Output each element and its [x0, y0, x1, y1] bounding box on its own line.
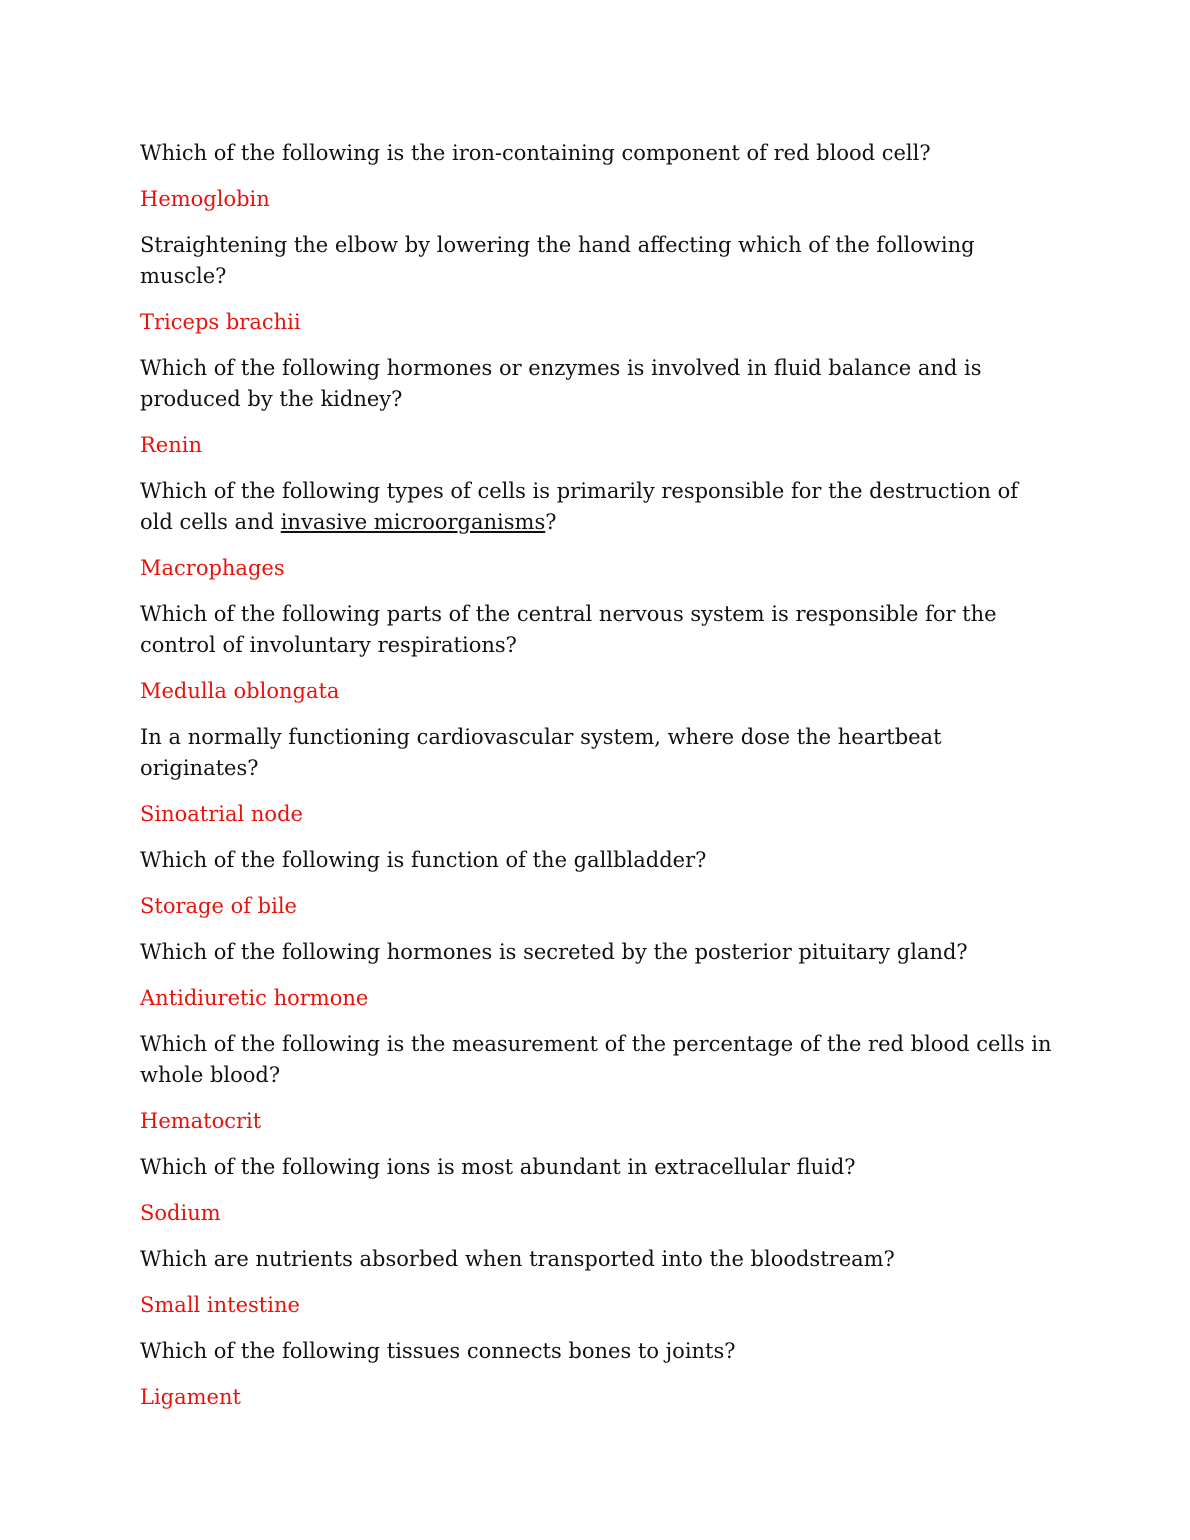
- qa-item: [140, 845, 1055, 922]
- question-text: Which of the following hormones or enzymes is involved in fluid balance and is produced by the kidney?: [140, 356, 982, 411]
- qa-item: [140, 1029, 1055, 1137]
- question-text: Which of the following ions is most abundant in extracellular fluid?: [140, 1155, 856, 1179]
- underlined-term: invasive microorganisms: [280, 510, 546, 534]
- question-text-start: Which of the following types of cells is primarily responsible for the destruction of old cells and: [140, 479, 1019, 534]
- question-text: Which of the following is the measurement of the percentage of the red blood cells in whole blood?: [140, 1032, 1052, 1087]
- question-text: Which of the following is the iron-containing component of red blood cell?: [140, 141, 931, 165]
- qa-item: [140, 599, 1055, 707]
- qa-item: [140, 476, 1055, 584]
- question-text: Which of the following hormones is secreted by the posterior pituitary gland?: [140, 940, 968, 964]
- answer-text: Renin: [140, 433, 203, 457]
- question-text: In a normally functioning cardiovascular system, where dose the heartbeat originates?: [140, 725, 942, 780]
- answer-text: Sodium: [140, 1201, 221, 1225]
- question-text: Which of the following tissues connects bones to joints?: [140, 1339, 736, 1363]
- answer-text: Triceps brachii: [140, 310, 301, 334]
- qa-item: [140, 230, 1055, 338]
- answer-text: Storage of bile: [140, 894, 297, 918]
- answer-text: Small intestine: [140, 1293, 300, 1317]
- question-text-end: ?: [545, 510, 557, 534]
- question-text: Straightening the elbow by lowering the hand affecting which of the following muscle?: [140, 233, 975, 288]
- answer-text: Antidiuretic hormone: [140, 986, 369, 1010]
- question-text: [140, 476, 1055, 538]
- qa-item: [140, 138, 1055, 215]
- question-text: Which of the following is function of the gallbladder?: [140, 848, 707, 872]
- qa-item: [140, 1244, 1055, 1321]
- answer-text: Hematocrit: [140, 1109, 262, 1133]
- answer-text: Sinoatrial node: [140, 802, 303, 826]
- question-text: Which are nutrients absorbed when transported into the bloodstream?: [140, 1247, 895, 1271]
- answer-text: Ligament: [140, 1385, 241, 1409]
- question-text: Which of the following parts of the central nervous system is responsible for the control of involuntary respirations?: [140, 602, 997, 657]
- answer-text: Macrophages: [140, 556, 285, 580]
- answer-text: Hemoglobin: [140, 187, 270, 211]
- qa-item: [140, 937, 1055, 1014]
- qa-item: [140, 722, 1055, 830]
- qa-item: [140, 1152, 1055, 1229]
- qa-item: [140, 1336, 1055, 1413]
- qa-list: [140, 138, 1055, 1428]
- answer-text: Medulla oblongata: [140, 679, 340, 703]
- qa-item: [140, 353, 1055, 461]
